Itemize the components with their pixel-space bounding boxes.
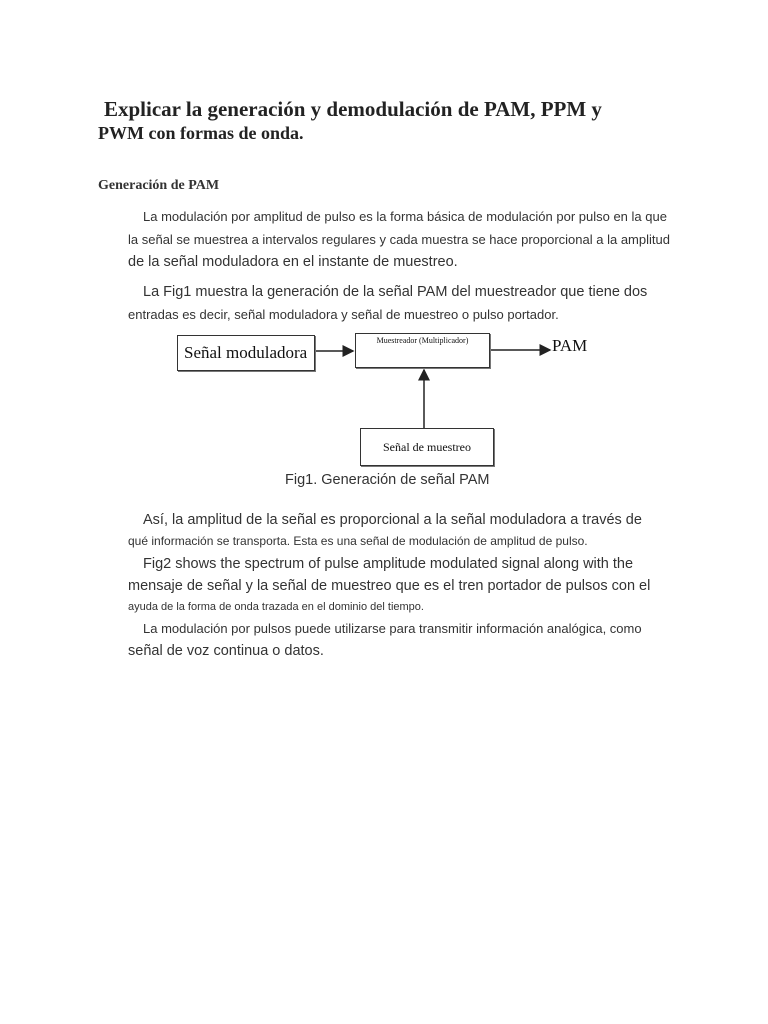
paragraph-4 bbox=[128, 553, 698, 617]
paragraph-line: ayuda de la forma de onda trazada en el dominio del tiempo. bbox=[128, 601, 424, 613]
paragraph-line: La modulación por amplitud de pulso es la forma básica de modulación por pulso en la que bbox=[143, 209, 667, 224]
bullet-icon bbox=[108, 209, 122, 223]
paragraph-line: qué información se transporta. Esta es una señal de modulación de amplitud de pulso. bbox=[128, 534, 588, 548]
paragraph-line: Fig2 shows the spectrum of pulse amplitude modulated signal along with the bbox=[143, 556, 634, 572]
bullet-icon bbox=[108, 512, 122, 526]
paragraph-line: mensaje de señal y la señal de muestreo que es el tren portador de pulsos con el bbox=[128, 578, 651, 594]
pam-output-label: PAM bbox=[552, 336, 588, 355]
modulating-signal-box bbox=[177, 335, 315, 371]
sampling-signal-label: Señal de muestreo bbox=[383, 440, 471, 454]
paragraph-line: la señal se muestrea a intervalos regulares y cada muestra se hace proporcional a la amplitud bbox=[128, 232, 670, 247]
title-line-2: PWM con formas de onda. bbox=[98, 123, 304, 143]
paragraph-1 bbox=[128, 205, 698, 273]
bullet-icon bbox=[108, 285, 122, 299]
paragraph-line: Así, la amplitud de la señal es proporcional a la señal moduladora a través de bbox=[143, 512, 642, 528]
paragraph-5 bbox=[128, 617, 698, 662]
bullet-icon bbox=[108, 556, 122, 570]
paragraph-3 bbox=[128, 509, 698, 551]
paragraph-line: La modulación por pulsos puede utilizarse para transmitir información analógica, como bbox=[143, 621, 642, 636]
pam-block-diagram bbox=[170, 330, 610, 470]
paragraph-line: señal de voz continua o datos. bbox=[128, 643, 324, 659]
sampler-multiplier-label: Muestreador (Multiplicador) bbox=[376, 336, 469, 345]
paragraph-line: entradas es decir, señal moduladora y señal de muestreo o pulso portador. bbox=[128, 307, 559, 322]
sampling-signal-box bbox=[360, 428, 494, 466]
paragraph-line: de la señal moduladora en el instante de muestreo. bbox=[128, 254, 458, 270]
document-title bbox=[98, 96, 718, 144]
bullet-icon bbox=[108, 621, 122, 635]
paragraph-line: La Fig1 muestra la generación de la señal PAM del muestreador que tiene dos bbox=[143, 284, 648, 300]
sampler-multiplier-box bbox=[355, 333, 490, 368]
section-heading: Generación de PAM bbox=[98, 178, 220, 193]
figure-caption: Fig1. Generación de señal PAM bbox=[285, 472, 490, 488]
paragraph-2 bbox=[128, 281, 698, 326]
title-line-1: Explicar la generación y demodulación de PAM, PPM y bbox=[104, 97, 602, 121]
modulating-signal-label: Señal moduladora bbox=[184, 343, 308, 362]
